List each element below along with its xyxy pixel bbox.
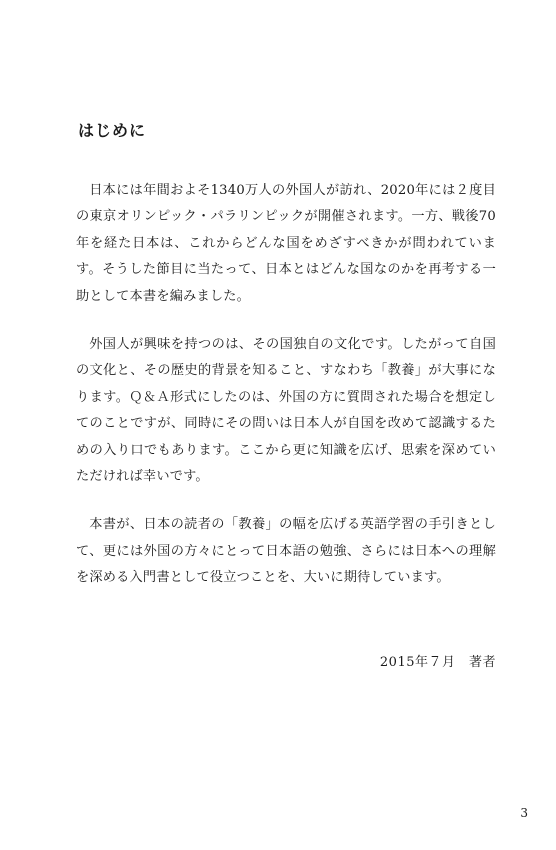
paragraph-3: 本書が、日本の読者の「教養」の幅を広げる英語学習の手引きとして、更には外国の方々にとって日本語の勉強、さらには日本への理解を深める入門書として役立つことを、大いに期待しています。 (76, 517, 496, 586)
paragraph-2: 外国人が興味を持つのは、その国独自の文化です。したがって自国の文化と、その歴史的背景を知ること、すなわち「教養」が大事になります。Ｑ＆Ａ形式にしたのは、外国の方に質問された場合を想定してのことですが、同時にその問いは日本人が自国を改めて認識するための入り口でもあります。ここから更に知識を広げ、思索を深めていただければ幸いです。 (76, 337, 496, 485)
page-body (76, 178, 496, 614)
date-author-signature: 2015年７月 著者 (379, 655, 496, 670)
page-heading: はじめに (78, 121, 147, 140)
paragraph-1: 日本には年間およそ1340万人の外国人が訪れ、2020年には２度目の東京オリンピック・パラリンピックが開催されます。一方、戦後70年を経た日本は、これからどんな国をめざすべきかが問われています。そうした節目に当たって、日本とはどんな国なのかを再考する一助として本書を編みました。 (76, 183, 496, 304)
page-number: 3 (520, 806, 528, 820)
